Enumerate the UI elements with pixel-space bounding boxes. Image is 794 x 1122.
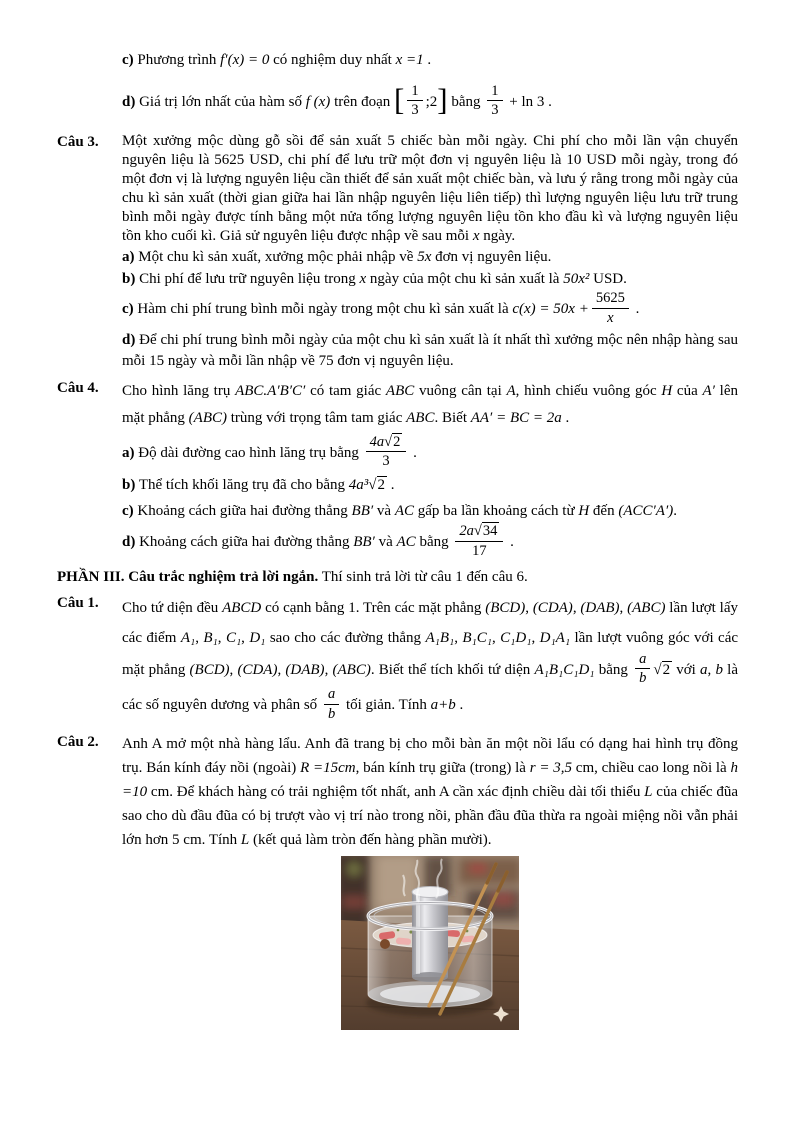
text-run: , bbox=[531, 629, 540, 646]
fraction bbox=[635, 651, 650, 686]
question-text bbox=[122, 132, 738, 246]
text-run: bằng bbox=[594, 662, 633, 679]
text-run: đến bbox=[589, 503, 619, 520]
text-run: cm, chiều cao long nồi là bbox=[572, 759, 731, 776]
math-run: C₁ bbox=[225, 629, 242, 646]
math-run: A′ bbox=[702, 382, 715, 399]
denominator bbox=[455, 542, 503, 559]
text-run: . Biết bbox=[434, 409, 471, 426]
radicand: 2 bbox=[377, 477, 385, 494]
bold-run: b) bbox=[122, 271, 136, 288]
math-run: (DAB) bbox=[285, 662, 325, 679]
text-run: bằng bbox=[415, 534, 453, 551]
math-run: AC bbox=[396, 534, 416, 551]
text-run: ;2 bbox=[425, 94, 438, 111]
math-run: AA′ = BC = 2a bbox=[470, 409, 562, 426]
text-run: trùng với trọng tâm tam giác bbox=[226, 409, 407, 426]
math-run: D₁ bbox=[249, 629, 266, 646]
statement-b bbox=[122, 473, 738, 497]
math-run: x =1 bbox=[395, 52, 424, 68]
denominator bbox=[487, 101, 502, 118]
text-run: . bbox=[506, 534, 514, 551]
bold-run: a) bbox=[122, 249, 135, 266]
text-run: cm. Để khách hàng có trải nghiệm tốt nhất, anh A cần xác định chiều dài tối thiểu bbox=[147, 783, 645, 800]
statement-d bbox=[122, 81, 738, 120]
big-delimiter: ] bbox=[437, 81, 448, 117]
text-run: 3 bbox=[382, 453, 390, 470]
radical bbox=[384, 433, 402, 450]
text-run: Phương trình bbox=[133, 52, 221, 68]
text-run: Khoảng cách giữa hai đường thẳng bbox=[133, 503, 352, 520]
text-run: , bbox=[277, 662, 286, 679]
math-run: h =10 bbox=[122, 759, 738, 800]
text-run: . bbox=[409, 445, 417, 462]
text-run: Hàm chi phí trung bình mỗi ngày trong một chu kì sản xuất là bbox=[133, 301, 513, 318]
text-run: và bbox=[373, 503, 395, 520]
text-run: (kết quả làm tròn đến hàng phần mười). bbox=[249, 831, 492, 848]
bold-run: PHẦN III. Câu trắc nghiệm trả lời ngắn. bbox=[57, 568, 319, 585]
mushroom bbox=[380, 939, 390, 949]
text-run: ngày. bbox=[479, 228, 516, 245]
math-run: (BCD) bbox=[485, 599, 526, 616]
math-run: f (x) bbox=[305, 94, 331, 111]
text-run: bằng bbox=[447, 94, 485, 111]
math-run: H bbox=[578, 503, 590, 520]
radicand: 34 bbox=[482, 523, 498, 540]
text-run: , bbox=[454, 629, 463, 646]
math-run: L bbox=[240, 831, 250, 848]
bold-run: a) bbox=[122, 445, 135, 462]
fraction bbox=[592, 290, 629, 325]
bold-run: d) bbox=[122, 94, 136, 111]
bold-run: d) bbox=[122, 331, 136, 348]
text-run: 1 bbox=[491, 83, 499, 99]
text-run: , bbox=[229, 662, 238, 679]
math-run: (ABC) bbox=[188, 409, 227, 426]
math-run: R =15cm bbox=[300, 759, 356, 776]
math-run: ABCD bbox=[222, 599, 262, 616]
text-run: USD. bbox=[589, 271, 627, 288]
math-run: ABC bbox=[385, 382, 415, 399]
text-run: Cho hình lăng trụ bbox=[122, 382, 236, 399]
statement-d bbox=[122, 330, 738, 372]
text-run: , bbox=[619, 599, 628, 616]
text-run: 5625 bbox=[595, 290, 625, 307]
text-run: sao cho các đường thẳng bbox=[265, 629, 426, 646]
radicand: 2 bbox=[662, 662, 671, 679]
text-run: của chiếc đũa sao cho dù đầu đũa có bị trượt vào vị trí nào trong nồi, phần đầu đũa thừa ra ngoài miệng nồi vẫn phải lớn hơn 5 cm. Tính bbox=[122, 783, 738, 848]
question-text bbox=[122, 732, 738, 852]
text-run: Cho tứ diện đều bbox=[122, 599, 223, 616]
math-run: (ABC) bbox=[627, 599, 666, 616]
numerator bbox=[324, 686, 339, 704]
math-run: a bbox=[327, 686, 336, 703]
math-run: D₁A₁ bbox=[539, 629, 571, 646]
numerator bbox=[487, 83, 502, 101]
question-cau1 bbox=[57, 593, 738, 732]
text-run: Anh A mở một nhà hàng lẩu. Anh đã trang bị cho mỗi bàn ăn một nồi lẩu có dạng hai hình trụ đồng trụ. Bán kính đáy nồi (ngoài) bbox=[122, 735, 738, 776]
text-run: , bbox=[491, 629, 501, 646]
numerator bbox=[635, 651, 650, 669]
statement-c bbox=[122, 499, 738, 523]
math-run: ABC bbox=[406, 409, 435, 426]
text-run: . bbox=[631, 301, 640, 318]
text-run: trên đoạn bbox=[330, 94, 395, 111]
text-run: vuông cân tại bbox=[414, 382, 507, 399]
radical bbox=[474, 522, 499, 539]
text-run: đơn vị nguyên liệu. bbox=[431, 249, 552, 266]
math-run: (ACC′A′) bbox=[618, 503, 674, 520]
text-run: 3 bbox=[491, 102, 499, 119]
text-run: , hình chiếu vuông góc bbox=[515, 382, 662, 399]
text-run: . Biết thể tích khối tứ diện bbox=[370, 662, 535, 679]
radicand: 2 bbox=[393, 433, 401, 450]
math-run: a bbox=[700, 662, 708, 679]
denominator bbox=[407, 101, 422, 118]
radical-sign: √ bbox=[384, 433, 393, 450]
text-run: với bbox=[672, 662, 701, 679]
text-run: là các số nguyên dương và phân số bbox=[122, 662, 738, 714]
text-run: + ln 3 . bbox=[505, 94, 552, 111]
text-run: ngày của một chu kì sản xuất là bbox=[366, 271, 564, 288]
radical bbox=[653, 661, 672, 678]
fraction bbox=[324, 686, 339, 721]
statement-a bbox=[122, 433, 738, 471]
radical-sign: √ bbox=[653, 662, 662, 679]
text-run: Thí sinh trả lời từ câu 1 đến câu 6. bbox=[318, 568, 528, 585]
math-run: B₁ bbox=[203, 629, 218, 646]
numerator bbox=[407, 83, 422, 101]
math-run: B₁C₁ bbox=[462, 629, 492, 646]
numerator bbox=[592, 290, 629, 308]
text-run: , bán kính trụ giữa (trong) là bbox=[355, 759, 530, 776]
fraction bbox=[487, 83, 502, 118]
math-run: b bbox=[327, 705, 336, 722]
hotpot-illustration bbox=[341, 856, 519, 1030]
question-label: Câu 1. bbox=[57, 594, 99, 611]
denominator bbox=[366, 452, 407, 469]
bold-run: d) bbox=[122, 534, 136, 551]
bold-run: c) bbox=[122, 301, 134, 318]
text-run: 17 bbox=[472, 542, 487, 559]
math-run: (BCD) bbox=[189, 662, 230, 679]
bold-run: c) bbox=[122, 52, 134, 68]
text-run: . bbox=[387, 477, 395, 494]
text-run: 3 bbox=[411, 102, 419, 119]
math-run: 4a bbox=[369, 433, 385, 450]
question-label-empty bbox=[57, 50, 122, 51]
big-delimiter: [ bbox=[394, 81, 405, 117]
math-run: x bbox=[472, 228, 480, 245]
text-run: có nghiệm duy nhất bbox=[269, 52, 396, 68]
text-run: có cạnh bằng 1. Trên các mặt phẳng bbox=[261, 599, 486, 616]
bold-run: b) bbox=[122, 477, 136, 494]
question-cau3 bbox=[57, 132, 738, 377]
text-run: , bbox=[195, 629, 204, 646]
math-run: A₁ bbox=[180, 629, 196, 646]
radical-sign: √ bbox=[368, 477, 377, 494]
radical-sign: √ bbox=[473, 523, 482, 540]
math-run: A₁B₁C₁D₁ bbox=[534, 662, 595, 679]
fraction bbox=[455, 523, 503, 558]
math-run: AC bbox=[394, 503, 414, 520]
question-text bbox=[122, 593, 738, 724]
text-run: Thể tích khối lăng trụ đã cho bằng bbox=[135, 477, 349, 494]
question-label: Câu 3. bbox=[57, 134, 99, 151]
statement-c bbox=[122, 292, 738, 327]
math-run: r = 3,5 bbox=[529, 759, 573, 776]
math-run: f′(x) = 0 bbox=[220, 52, 270, 68]
statement-a bbox=[122, 248, 738, 267]
text-run: Độ dài đường cao hình lăng trụ bằng bbox=[134, 445, 363, 462]
math-run: A bbox=[506, 382, 516, 399]
text-run: gấp ba lần khoảng cách từ bbox=[414, 503, 579, 520]
text-run: , bbox=[241, 629, 250, 646]
math-run: x bbox=[359, 271, 367, 288]
math-run: BB′ bbox=[351, 503, 374, 520]
text-run: có tam giác bbox=[305, 382, 386, 399]
math-run: b bbox=[715, 662, 723, 679]
math-run: 50x² bbox=[563, 271, 590, 288]
fraction bbox=[407, 83, 422, 118]
math-run: ABC.A′B′C′ bbox=[235, 382, 306, 399]
math-run: (ABC) bbox=[332, 662, 371, 679]
radical bbox=[368, 476, 387, 493]
text-run: . bbox=[673, 503, 677, 520]
fraction bbox=[366, 434, 407, 469]
text-run: của bbox=[672, 382, 703, 399]
math-run: x bbox=[607, 309, 614, 326]
math-run: a bbox=[639, 650, 647, 667]
question-label: Câu 4. bbox=[57, 379, 99, 396]
question-cau4 bbox=[57, 378, 738, 567]
text-run: tối giản. Tính bbox=[342, 697, 431, 714]
document-content bbox=[57, 50, 738, 1030]
text-run: Khoảng cách giữa hai đường thẳng bbox=[135, 534, 354, 551]
text-run: , bbox=[572, 599, 581, 616]
math-run: H bbox=[661, 382, 673, 399]
question-prev-items bbox=[57, 50, 738, 132]
math-run: 4a³ bbox=[348, 477, 369, 494]
denominator bbox=[324, 705, 339, 722]
numerator bbox=[455, 523, 503, 541]
math-run: 5x bbox=[417, 249, 432, 266]
math-run: BB′ bbox=[353, 534, 375, 551]
math-run: C₁D₁ bbox=[500, 629, 532, 646]
text-run: , bbox=[217, 629, 226, 646]
text-run: , bbox=[707, 662, 716, 679]
question-cau2 bbox=[57, 732, 738, 1030]
denominator bbox=[635, 669, 650, 686]
math-run: L bbox=[644, 783, 653, 800]
bold-run: c) bbox=[122, 503, 134, 520]
math-run: (CDA) bbox=[532, 599, 573, 616]
statement-b bbox=[122, 269, 738, 290]
text-run: , bbox=[525, 599, 533, 616]
text-run: Chi phí để lưu trữ nguyên liệu trong bbox=[135, 271, 360, 288]
math-run: b bbox=[639, 670, 647, 687]
text-run: Để chi phí trung bình mỗi ngày của một chu kì sản xuất là ít nhất thì xưởng mộc nên nhập hàng sau mỗi 15 ngày và mỗi lần nhập về 75 đơn vị nguyên liệu. bbox=[122, 331, 738, 369]
math-run: (CDA) bbox=[237, 662, 278, 679]
math-run: A₁B₁ bbox=[425, 629, 455, 646]
statement-c bbox=[122, 50, 738, 71]
text-run: lần lượt lấy các điểm bbox=[122, 599, 738, 646]
math-run: a+b bbox=[430, 697, 456, 714]
numerator bbox=[366, 434, 407, 452]
math-run: (DAB) bbox=[580, 599, 620, 616]
math-run: c(x) = 50x + bbox=[512, 301, 589, 318]
text-run: Một chu kì sản xuất, xưởng mộc phải nhập về bbox=[134, 249, 418, 266]
text-run: . bbox=[423, 52, 432, 68]
figure-container bbox=[122, 856, 738, 1030]
question-text bbox=[122, 378, 738, 432]
text-run: lần lượt vuông góc với các mặt phẳng bbox=[122, 629, 739, 679]
text-run: , bbox=[324, 662, 333, 679]
question-label: Câu 2. bbox=[57, 733, 99, 750]
section-heading bbox=[57, 567, 738, 587]
text-run: và bbox=[374, 534, 397, 551]
math-run: 2a bbox=[459, 523, 474, 540]
text-run: . bbox=[561, 409, 570, 426]
text-run: Một xưởng mộc dùng gỗ sồi để sản xuất 5 chiếc bàn mỗi ngày. Chi phí cho mỗi lần vận chuyển nguyên liệu là 5625 USD, chi phí để lưu trữ một đơn vị nguyên liệu là 10 USD mỗi ngày, trong đó một đơn vị là lượng nguyên liệu cần thiết để sản xuất một chiếc bàn, và lưu ý rằng trong mỗi ngày của chu kì sản xuất (thời gian giữa hai lần nhập nguyên liệu liên tiếp) thì lượng nguyên liệu lưu trữ trung bình mỗi ngày được tính bằng một nửa tổng lượng nguyên liệu tồn kho đầu kì và lượng nguyên liệu tồn kho cuối kì. Giả sử nguyên liệu được nhập về sau mỗi bbox=[122, 133, 738, 245]
denominator bbox=[592, 309, 629, 326]
statement-d bbox=[122, 525, 738, 560]
text-run: 1 bbox=[411, 83, 419, 99]
text-run: lên mặt phẳng bbox=[122, 382, 738, 426]
text-run: . bbox=[455, 697, 464, 714]
text-run: Giá trị lớn nhất của hàm số bbox=[135, 94, 306, 111]
